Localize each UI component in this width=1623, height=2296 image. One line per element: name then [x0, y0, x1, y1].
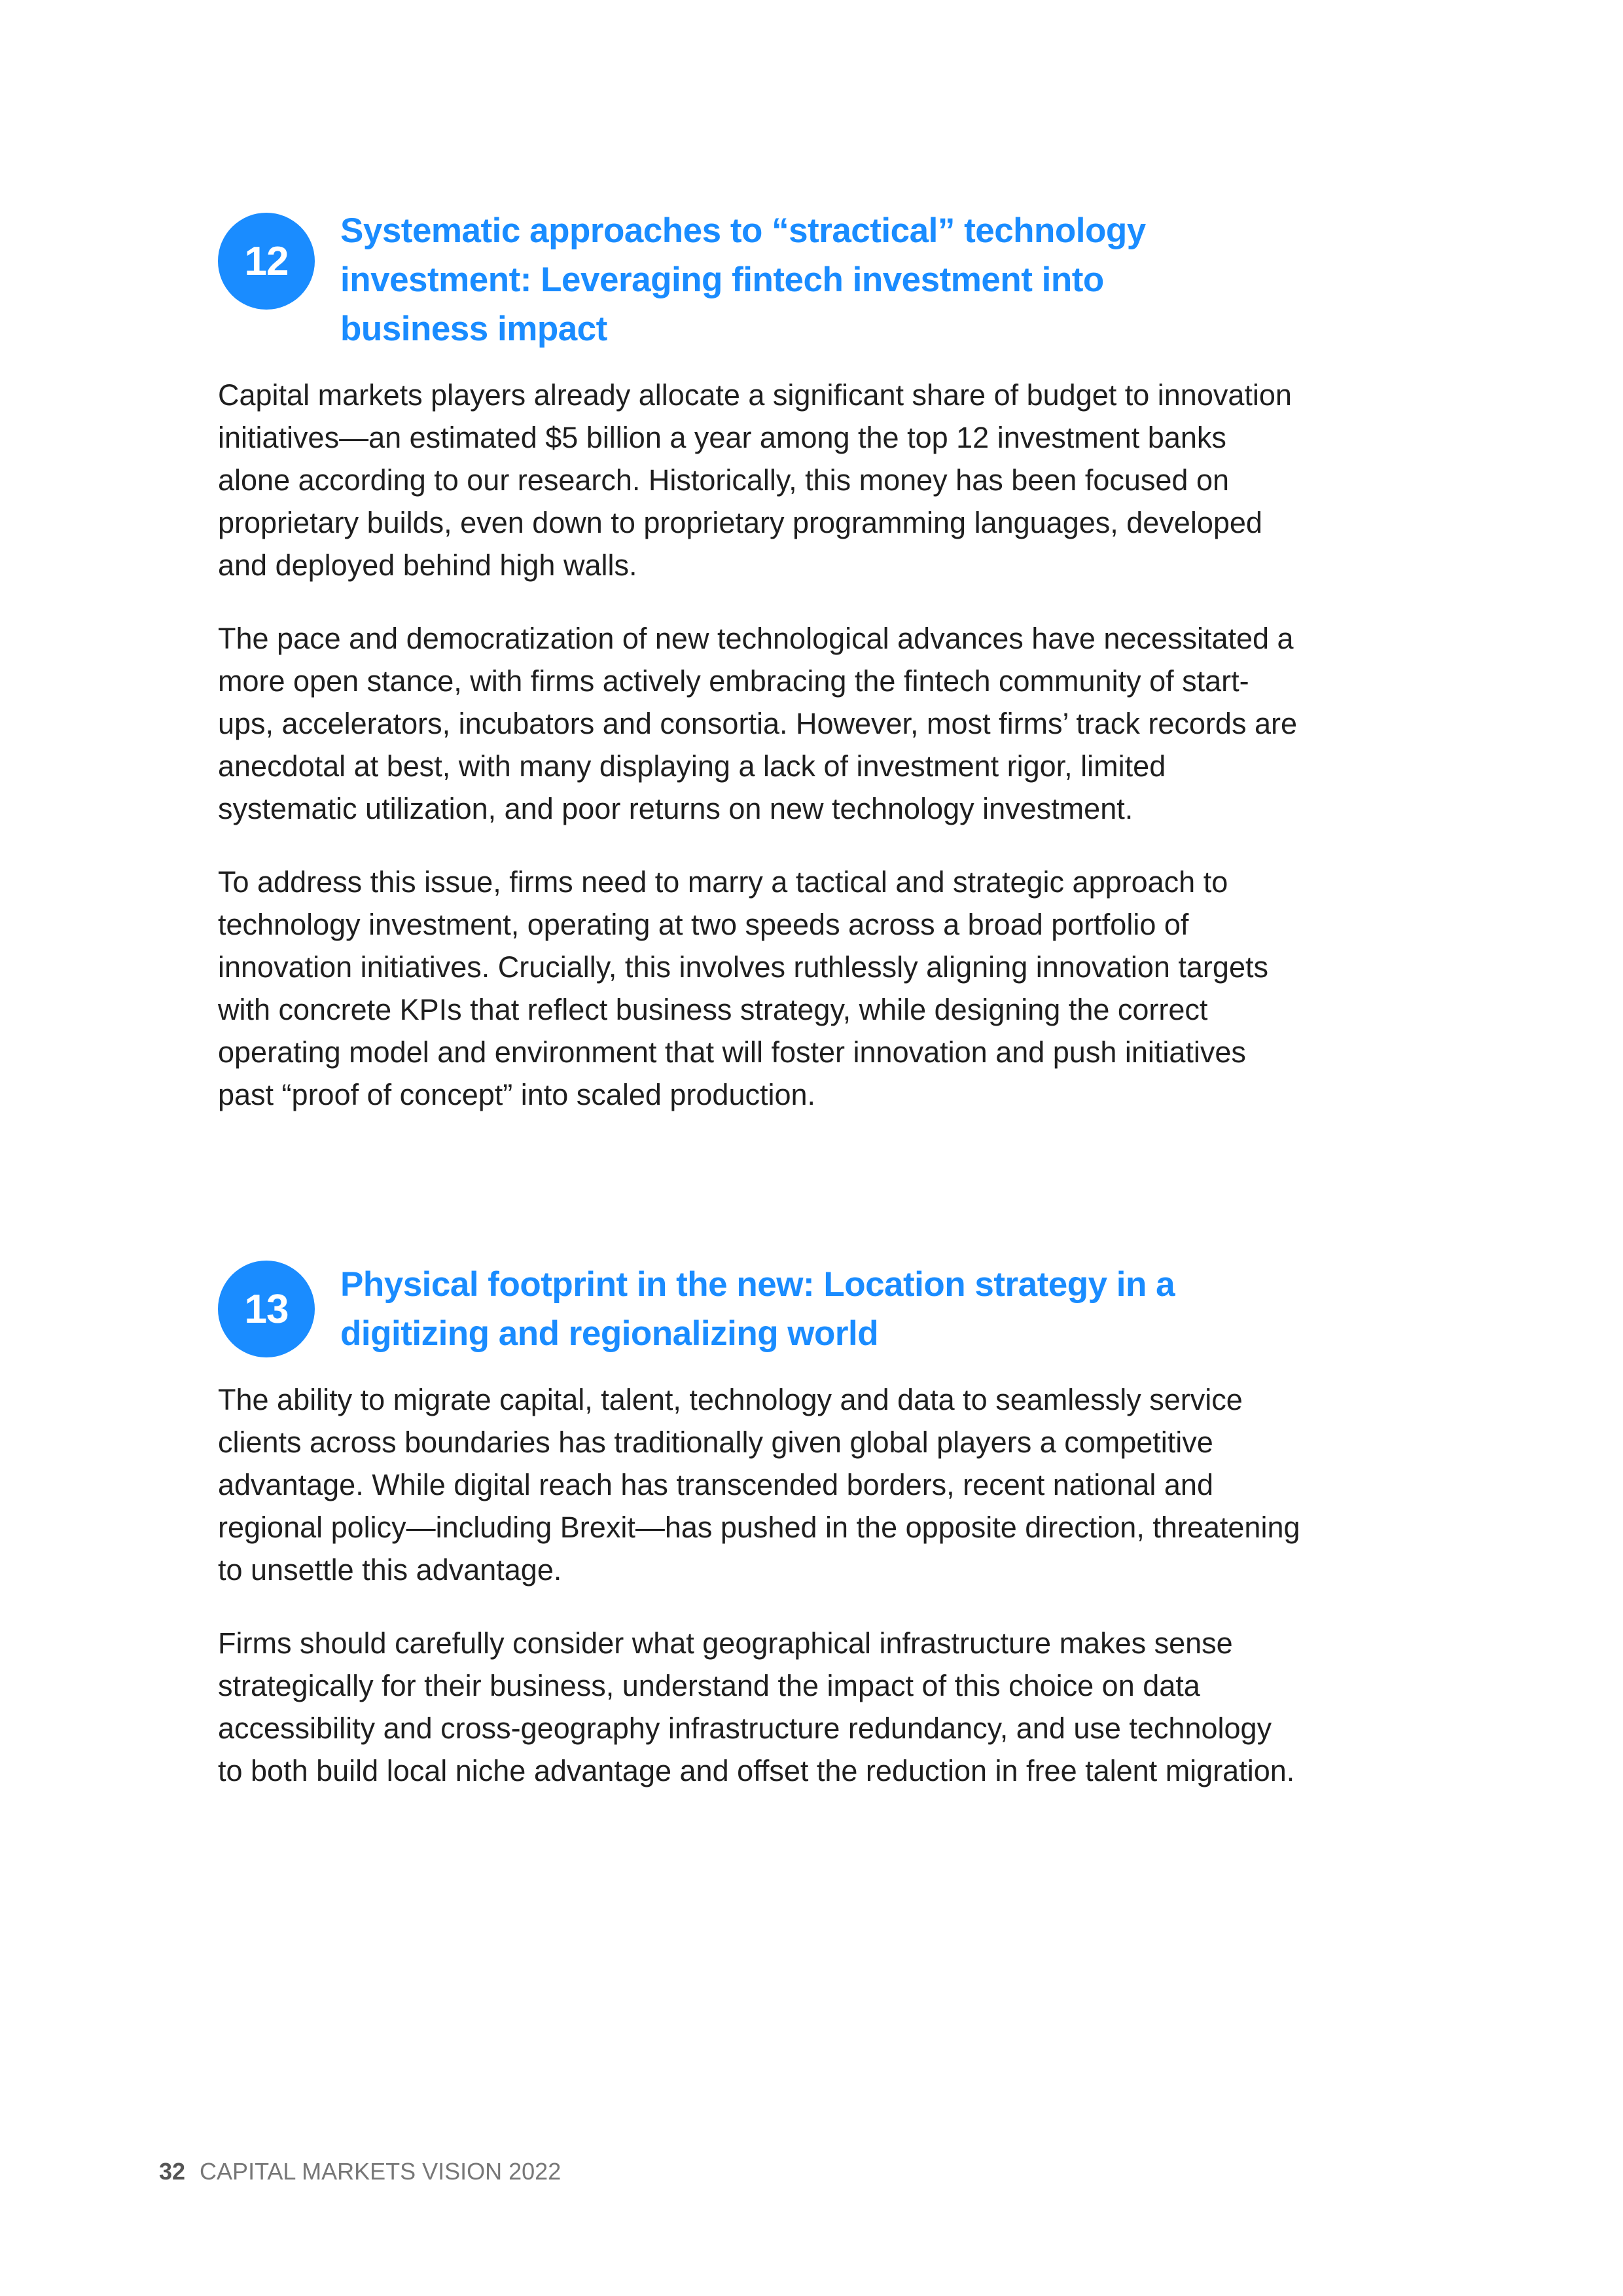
section-body [218, 374, 1304, 1116]
section-13 [218, 1260, 1304, 1823]
section-title: Physical footprint in the new: Location strategy in a digitizing and regionalizing world [340, 1265, 1175, 1353]
publication-title: CAPITAL MARKETS VISION 2022 [200, 2158, 562, 2185]
paragraph: The ability to migrate capital, talent, technology and data to seamlessly service clients across boundaries has traditionally given global players a competitive advantage. While digital reach has transcended borders, recent national and regional policy—including Brexit—has pushed in the opposite direction, threatening to unsettle this advantage. [218, 1383, 1300, 1587]
section-body [218, 1378, 1304, 1792]
section-title: Systematic approaches to “stractical” technology investment: Leveraging fintech investment into business impact [340, 211, 1146, 348]
page-footer [159, 2156, 561, 2187]
section-heading [218, 1260, 1304, 1358]
section-number-badge: 13 [218, 1261, 315, 1357]
paragraph: The pace and democratization of new technological advances have necessitated a more open stance, with firms actively embracing the fintech community of start-ups, accelerators, incubators and consortia. However, most firms’ track records are anecdotal at best, with many displaying a lack of investment rigor, limited systematic utilization, and poor returns on new technology investment. [218, 622, 1297, 825]
section-heading [218, 206, 1304, 353]
section-12 [218, 206, 1304, 1147]
paragraph: Firms should carefully consider what geographical infrastructure makes sense strategically for their business, understand the impact of this choice on data accessibility and cross-geography infrastructure redundancy, and use technology to both build local niche advantage and offset the reduction in free talent migration. [218, 1626, 1295, 1787]
section-number-badge: 12 [218, 213, 315, 310]
paragraph: To address this issue, firms need to marry a tactical and strategic approach to technology investment, operating at two speeds across a broad portfolio of innovation initiatives. Crucially, this involves ruthlessly aligning innovation targets with concrete KPIs that reflect business strategy, while designing the correct operating model and environment that will foster innovation and push initiatives past “proof of concept” into scaled production. [218, 865, 1268, 1111]
page-number: 32 [159, 2158, 186, 2185]
paragraph: Capital markets players already allocate a significant share of budget to innovation initiatives—an estimated $5 billion a year among the top 12 investment banks alone according to our research. Historically, this money has been focused on proprietary builds, even down to proprietary programming languages, developed and deployed behind high walls. [218, 378, 1292, 582]
